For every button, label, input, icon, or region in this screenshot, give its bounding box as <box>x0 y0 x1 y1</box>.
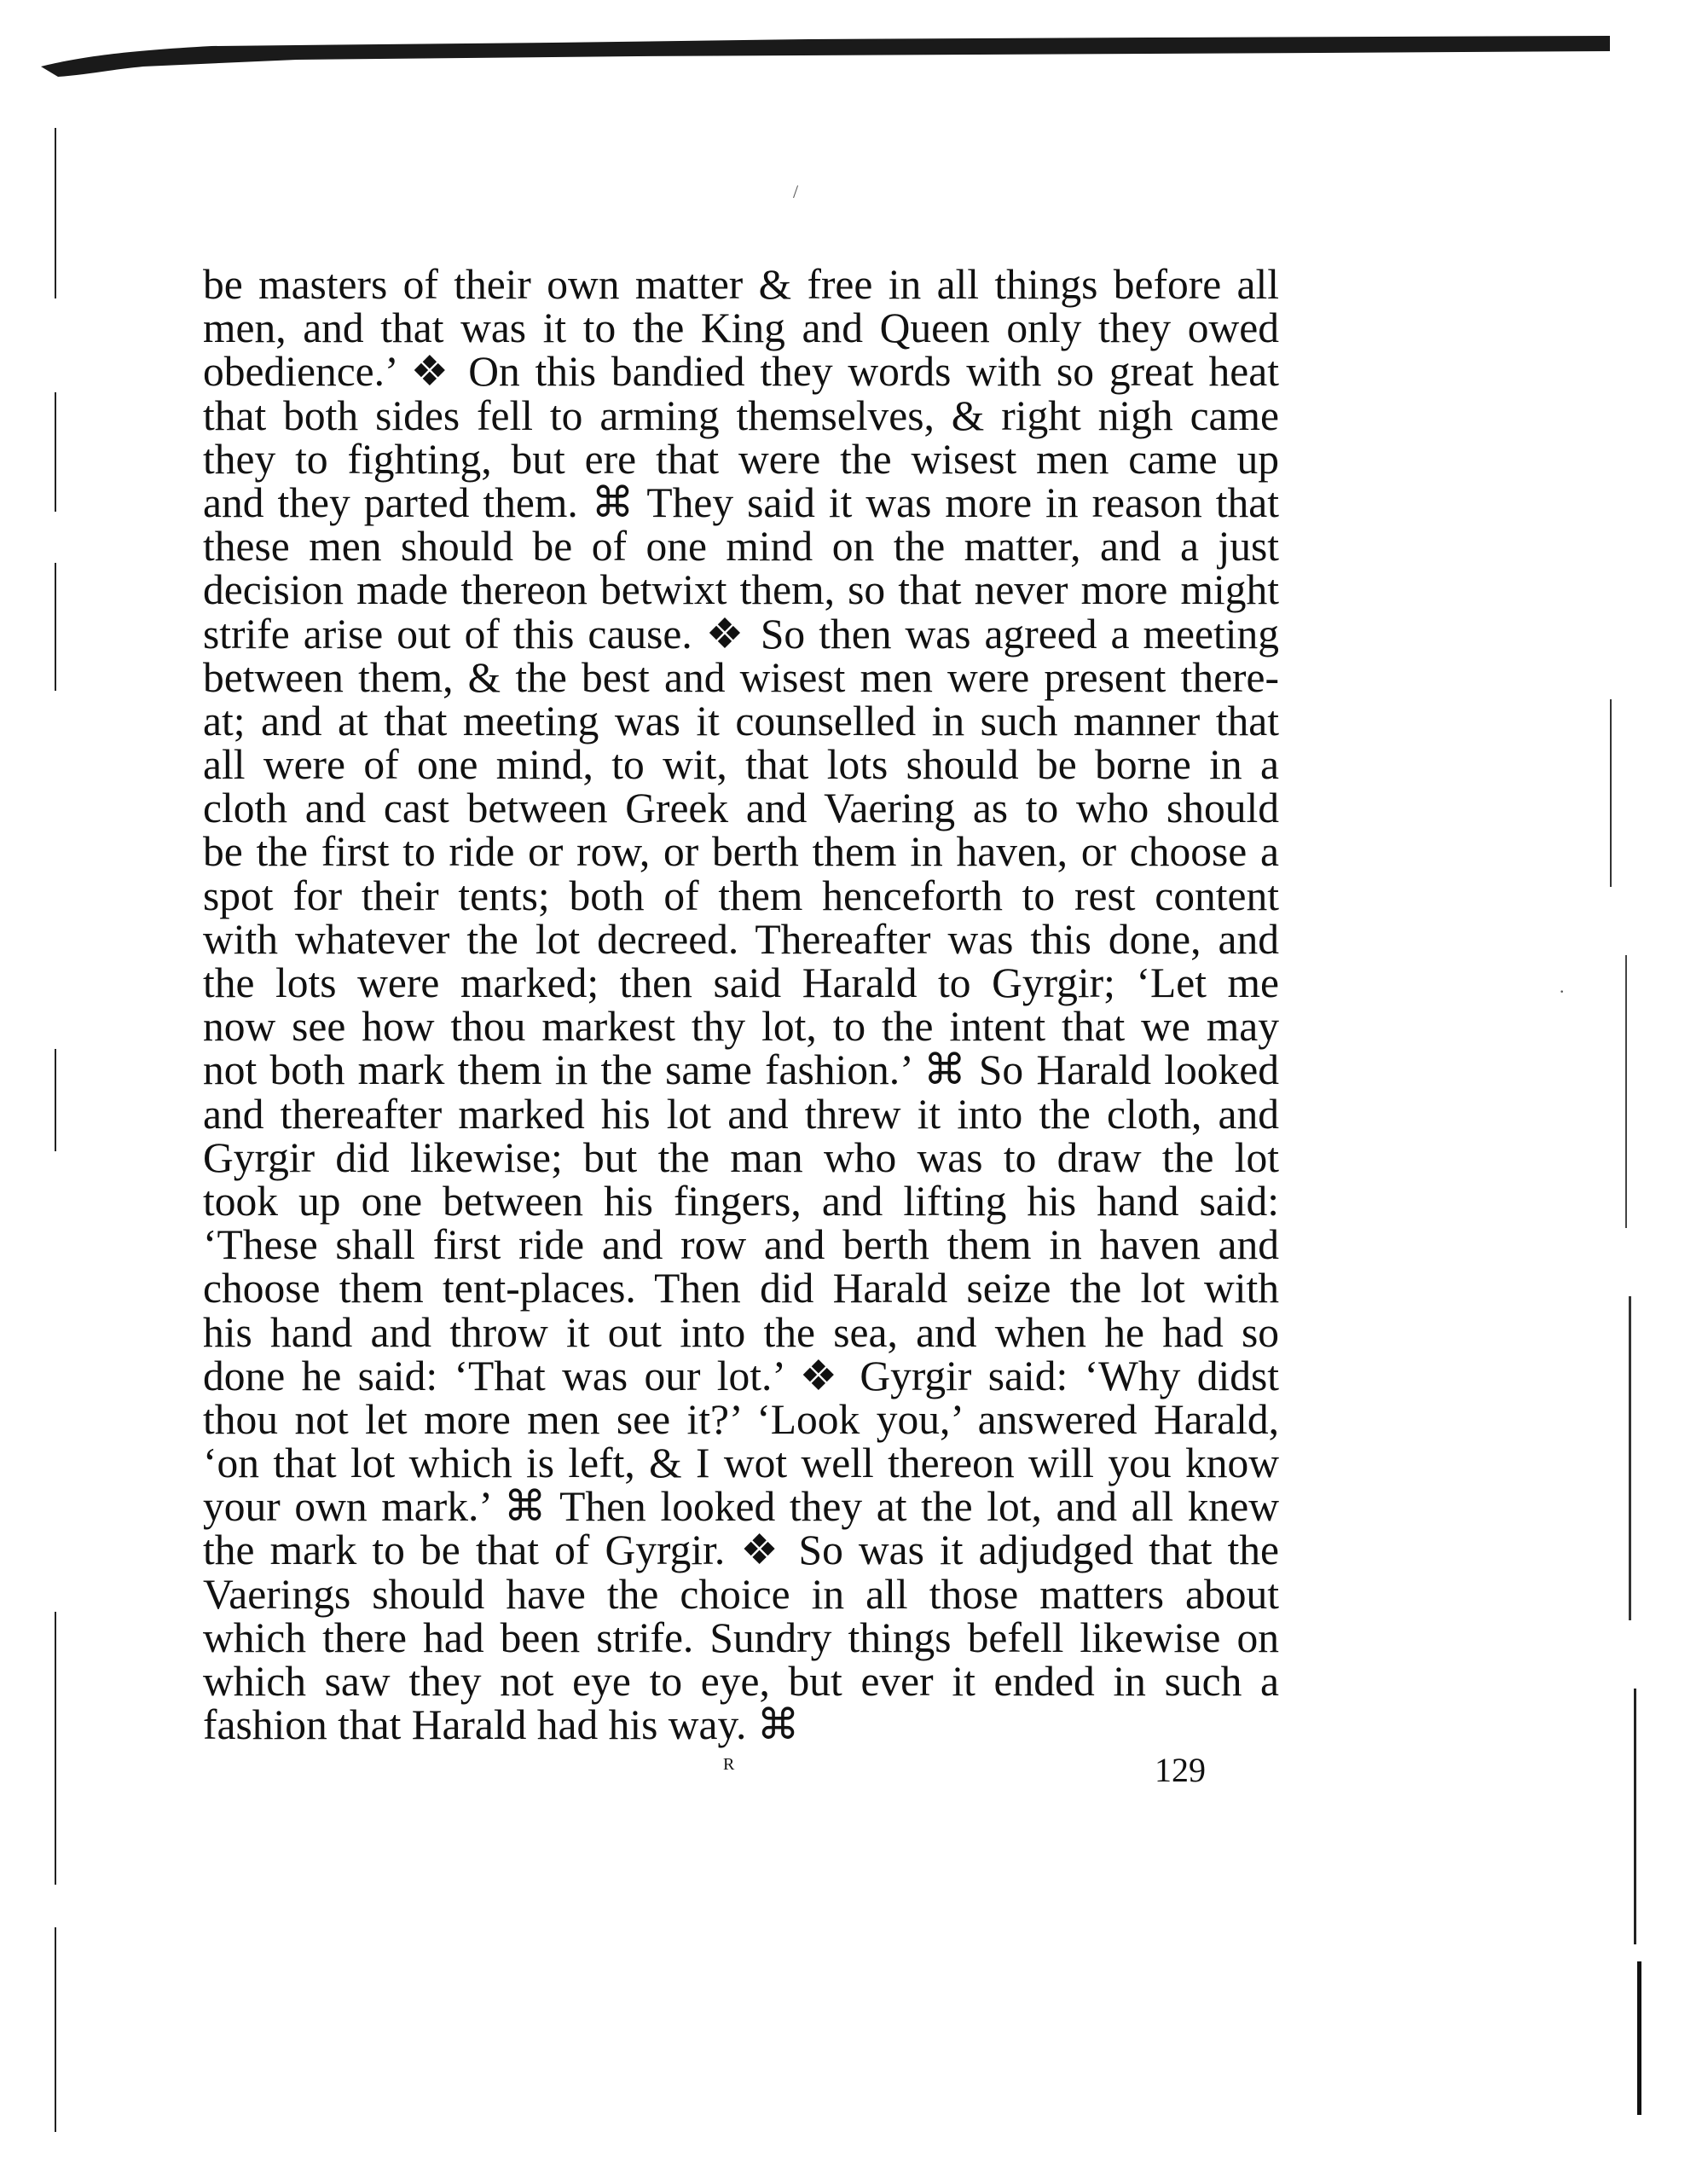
text-line: all were of one mind, to wit, that lots should be borne in a <box>203 741 1279 789</box>
text-line: took up one between his fingers, and lifting his hand said: <box>203 1177 1279 1225</box>
text-line: strife arise out of this cause. ❖ So then was agreed a meeting <box>203 610 1279 658</box>
body-text <box>203 263 1279 1747</box>
signature-mark: R <box>723 1755 736 1774</box>
text-line: his hand and throw it out into the sea, and when he had so <box>203 1308 1279 1356</box>
text-line: Gyrgir did likewise; but the man who was to draw the lot <box>203 1133 1279 1181</box>
text-line: now see how thou markest thy lot, to the intent that we may <box>203 1003 1279 1051</box>
text-line: men, and that was it to the King and Queen only they owed <box>203 304 1279 352</box>
text-line: with whatever the lot decreed. Thereafter was this done, and <box>203 915 1279 963</box>
text-line: ‘These shall first ride and row and berth them in haven and <box>203 1221 1279 1269</box>
text-line: be the first to ride or row, or berth them in haven, or choose a <box>203 828 1279 876</box>
text-line: your own mark.’ ⌘ Then looked they at the lot, and all knew <box>203 1483 1279 1531</box>
text-line: done he said: ‘That was our lot.’ ❖ Gyrgir said: ‘Why didst <box>203 1352 1279 1399</box>
text-line: and they parted them. ⌘ They said it was more in reason that <box>203 478 1279 526</box>
scan-border-left <box>51 111 61 2158</box>
text-line: not both mark them in the same fashion.’ ⌘ So Harald looked <box>203 1046 1279 1094</box>
text-line: ‘on that lot which is left, & I wot well thereon will you know <box>203 1440 1279 1487</box>
text-line: the mark to be that of Gyrgir. ❖ So was it adjudged that the <box>203 1526 1279 1574</box>
page-footer <box>203 1750 1279 1793</box>
text-line: cloth and cast between Greek and Vaering as to who should <box>203 785 1279 832</box>
scan-border-right <box>1603 699 1654 2149</box>
text-line: they to fighting, but ere that were the wisest men came up <box>203 435 1279 483</box>
scan-speck: · <box>1559 981 1566 1002</box>
text-line: obedience.’ ❖ On this bandied they words with so great heat <box>203 348 1279 396</box>
text-line: thou not let more men see it?’ ‘Look you,’ answered Harald, <box>203 1395 1279 1443</box>
text-line: at; and at that meeting was it counselled in such manner that <box>203 697 1279 744</box>
text-line: decision made thereon betwixt them, so that never more might <box>203 566 1279 614</box>
text-line: be masters of their own matter & free in all things before all <box>203 261 1279 308</box>
scan-speck: / <box>793 181 799 202</box>
text-line: these men should be of one mind on the matter, and a just <box>203 523 1279 571</box>
text-line: between them, & the best and wisest men were present there- <box>203 653 1279 701</box>
text-line: which saw they not eye to eye, but ever it ended in such a <box>203 1658 1279 1705</box>
text-line: which there had been strife. Sundry things befell likewise on <box>203 1613 1279 1661</box>
text-line: choose them tent-places. Then did Harald seize the lot with <box>203 1265 1279 1312</box>
text-line: and thereafter marked his lot and threw it into the cloth, and <box>203 1090 1279 1138</box>
scan-border-top <box>41 32 1610 77</box>
text-line: that both sides fell to arming themselves, & right nigh came <box>203 391 1279 439</box>
text-line: the lots were marked; then said Harald to Gyrgir; ‘Let me <box>203 959 1279 1006</box>
text-line: fashion that Harald had his way. ⌘ <box>203 1701 800 1749</box>
text-line: Vaerings should have the choice in all those matters about <box>203 1570 1279 1618</box>
page-number: 129 <box>1155 1751 1206 1789</box>
text-line: spot for their tents; both of them henceforth to rest content <box>203 872 1279 919</box>
